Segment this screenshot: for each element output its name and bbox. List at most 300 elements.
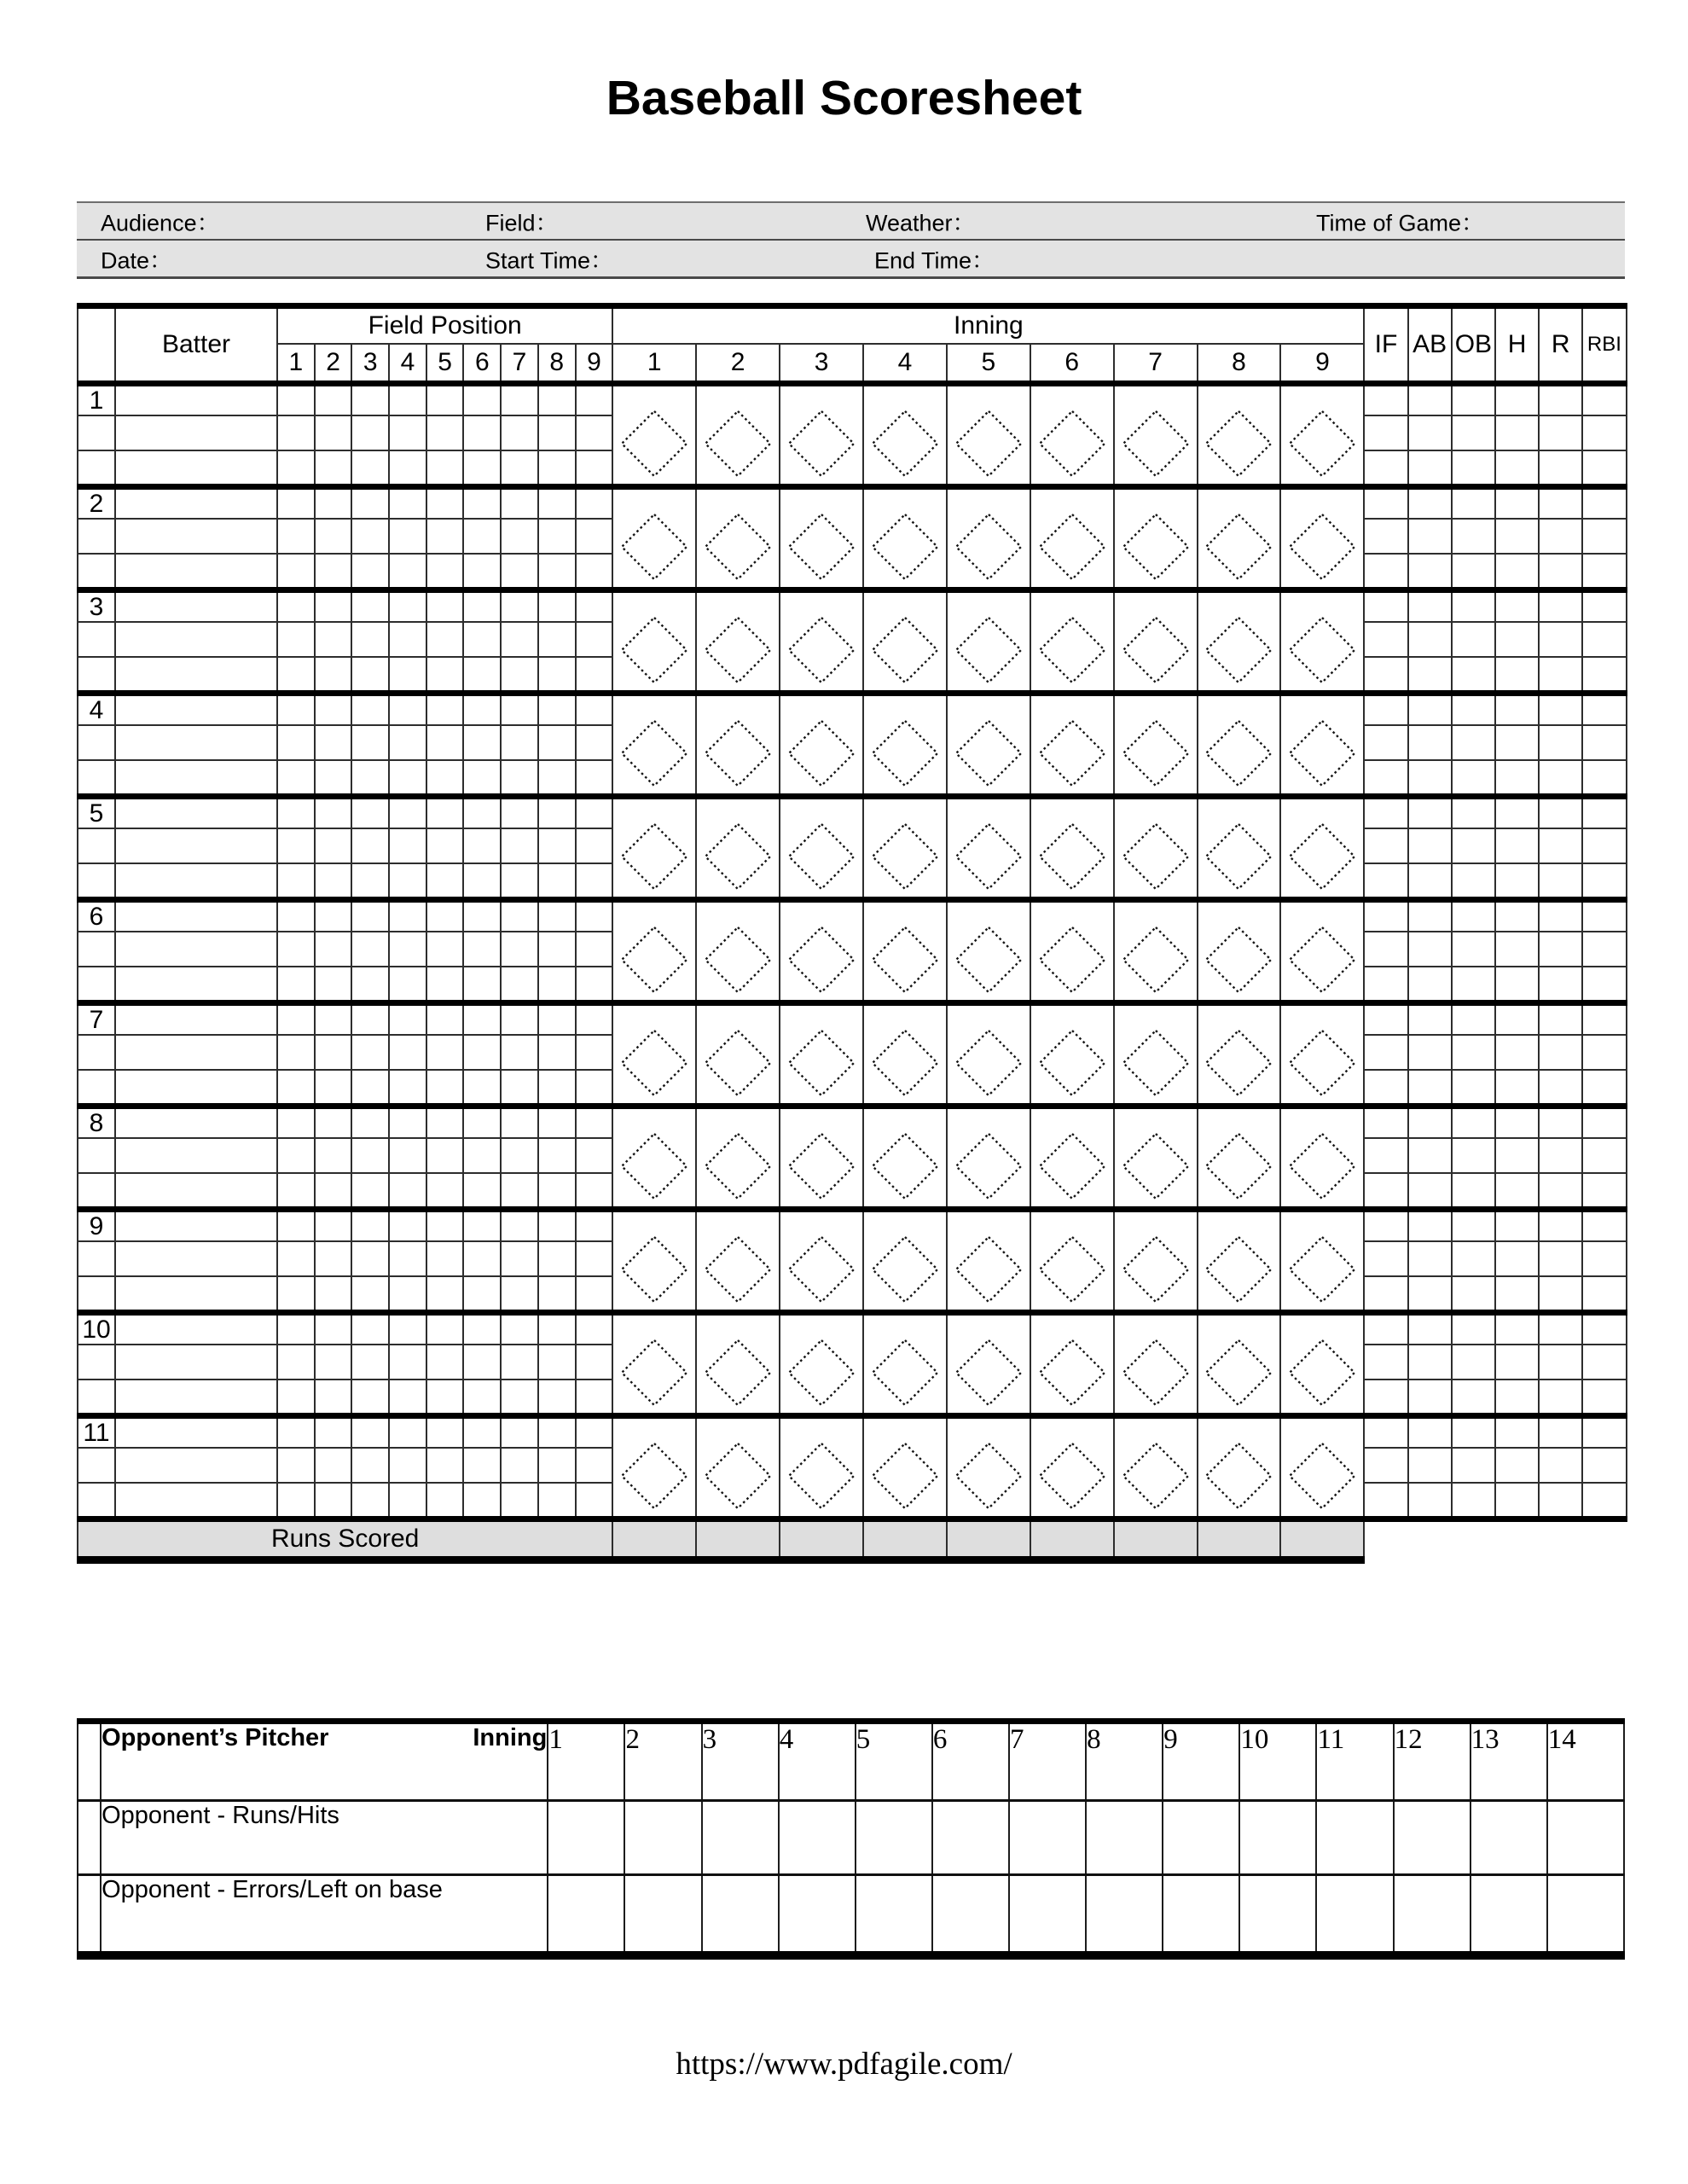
field-position-cell[interactable] <box>426 1070 464 1106</box>
field-position-cell[interactable] <box>501 1210 538 1241</box>
stat-cell[interactable] <box>1408 967 1452 1002</box>
field-position-cell[interactable] <box>315 1003 352 1035</box>
stat-cell[interactable] <box>1495 622 1539 657</box>
stat-cell[interactable] <box>1364 1107 1407 1138</box>
runs-scored-cell[interactable] <box>1280 1519 1364 1560</box>
field-position-cell[interactable] <box>501 760 538 796</box>
stat-cell[interactable] <box>1539 760 1582 796</box>
stat-cell[interactable] <box>1495 1345 1539 1380</box>
stat-cell[interactable] <box>1539 1416 1582 1448</box>
field-position-cell[interactable] <box>576 1035 613 1070</box>
field-position-cell[interactable] <box>277 967 315 1002</box>
field-position-cell[interactable] <box>538 900 576 932</box>
batter-subrow-cell[interactable] <box>115 932 277 967</box>
inning-cell[interactable] <box>696 797 780 900</box>
field-position-cell[interactable] <box>576 590 613 622</box>
stat-cell[interactable] <box>1539 622 1582 657</box>
batter-subrow-cell[interactable] <box>115 1483 277 1519</box>
stat-cell[interactable] <box>1408 1241 1452 1276</box>
field-position-cell[interactable] <box>501 1313 538 1345</box>
inning-cell[interactable] <box>947 384 1030 487</box>
field-position-cell[interactable] <box>315 828 352 863</box>
opponent-data-cell[interactable] <box>1009 1875 1086 1956</box>
field-position-cell[interactable] <box>463 725 501 760</box>
field-position-cell[interactable] <box>538 657 576 693</box>
stat-cell[interactable] <box>1364 1448 1407 1483</box>
field-position-cell[interactable] <box>463 932 501 967</box>
field-position-cell[interactable] <box>463 554 501 590</box>
field-position-cell[interactable] <box>277 590 315 622</box>
field-position-cell[interactable] <box>389 590 426 622</box>
field-position-cell[interactable] <box>501 900 538 932</box>
stat-cell[interactable] <box>1364 1380 1407 1415</box>
inning-cell[interactable] <box>1198 1210 1281 1313</box>
stat-cell[interactable] <box>1495 932 1539 967</box>
field-position-cell[interactable] <box>426 450 464 486</box>
stat-cell[interactable] <box>1364 1210 1407 1241</box>
inning-cell[interactable] <box>863 1003 947 1107</box>
field-position-cell[interactable] <box>576 760 613 796</box>
stat-cell[interactable] <box>1539 487 1582 519</box>
inning-cell[interactable] <box>863 1416 947 1519</box>
stat-cell[interactable] <box>1452 694 1495 725</box>
inning-cell[interactable] <box>1198 384 1281 487</box>
field-position-cell[interactable] <box>501 554 538 590</box>
field-position-cell[interactable] <box>315 725 352 760</box>
inning-cell[interactable] <box>863 1210 947 1313</box>
field-position-cell[interactable] <box>538 1070 576 1106</box>
field-position-cell[interactable] <box>463 1138 501 1173</box>
field-position-cell[interactable] <box>538 1241 576 1276</box>
inning-cell[interactable] <box>863 487 947 590</box>
field-position-cell[interactable] <box>463 590 501 622</box>
field-position-cell[interactable] <box>463 1173 501 1209</box>
stat-cell[interactable] <box>1452 1380 1495 1415</box>
inning-cell[interactable] <box>1280 797 1364 900</box>
opponent-pitcher-inning-cell[interactable] <box>702 1722 779 1801</box>
opponent-data-cell[interactable] <box>856 1801 932 1875</box>
batter-subrow-cell[interactable] <box>115 1070 277 1106</box>
field-position-cell[interactable] <box>463 657 501 693</box>
stat-cell[interactable] <box>1408 657 1452 693</box>
field-position-cell[interactable] <box>426 519 464 554</box>
field-position-cell[interactable] <box>277 1173 315 1209</box>
stat-cell[interactable] <box>1495 1003 1539 1035</box>
field-position-cell[interactable] <box>277 1070 315 1106</box>
field-position-cell[interactable] <box>315 1483 352 1519</box>
batter-subrow-cell[interactable] <box>115 967 277 1002</box>
inning-cell[interactable] <box>780 1313 863 1416</box>
field-position-cell[interactable] <box>389 415 426 450</box>
field-position-cell[interactable] <box>576 1313 613 1345</box>
field-position-cell[interactable] <box>538 1380 576 1415</box>
stat-cell[interactable] <box>1452 1241 1495 1276</box>
stat-cell[interactable] <box>1452 590 1495 622</box>
inning-cell[interactable] <box>612 487 696 590</box>
field-position-cell[interactable] <box>426 828 464 863</box>
stat-cell[interactable] <box>1452 967 1495 1002</box>
field-position-cell[interactable] <box>538 1276 576 1312</box>
batter-subrow-cell[interactable] <box>115 863 277 899</box>
field-position-cell[interactable] <box>501 1380 538 1415</box>
field-position-cell[interactable] <box>277 900 315 932</box>
inning-cell[interactable] <box>1114 1416 1198 1519</box>
opponent-data-cell[interactable] <box>779 1801 856 1875</box>
inning-cell[interactable] <box>1030 694 1114 797</box>
stat-cell[interactable] <box>1582 622 1626 657</box>
inning-cell[interactable] <box>780 487 863 590</box>
stat-cell[interactable] <box>1539 657 1582 693</box>
field-position-cell[interactable] <box>315 519 352 554</box>
inning-cell[interactable] <box>947 590 1030 694</box>
inning-cell[interactable] <box>1030 384 1114 487</box>
field-position-cell[interactable] <box>463 1483 501 1519</box>
runs-scored-cell[interactable] <box>947 1519 1030 1560</box>
opponent-data-cell[interactable] <box>624 1801 701 1875</box>
field-position-cell[interactable] <box>501 1070 538 1106</box>
field-position-cell[interactable] <box>426 967 464 1002</box>
field-position-cell[interactable] <box>463 797 501 828</box>
stat-cell[interactable] <box>1582 384 1626 415</box>
stat-cell[interactable] <box>1539 1035 1582 1070</box>
stat-cell[interactable] <box>1408 519 1452 554</box>
field-position-cell[interactable] <box>538 622 576 657</box>
field-position-cell[interactable] <box>277 1035 315 1070</box>
field-position-cell[interactable] <box>277 1313 315 1345</box>
stat-cell[interactable] <box>1452 1107 1495 1138</box>
opponent-pitcher-inning-cell[interactable] <box>1009 1722 1086 1801</box>
inning-cell[interactable] <box>1114 694 1198 797</box>
inning-cell[interactable] <box>1114 797 1198 900</box>
field-position-cell[interactable] <box>315 1241 352 1276</box>
stat-cell[interactable] <box>1539 797 1582 828</box>
batter-name-cell[interactable] <box>115 1210 277 1241</box>
field-position-cell[interactable] <box>463 1345 501 1380</box>
stat-cell[interactable] <box>1495 1070 1539 1106</box>
field-position-cell[interactable] <box>426 1003 464 1035</box>
inning-cell[interactable] <box>1030 1210 1114 1313</box>
stat-cell[interactable] <box>1452 1345 1495 1380</box>
field-position-cell[interactable] <box>277 657 315 693</box>
field-position-cell[interactable] <box>389 1276 426 1312</box>
field-position-cell[interactable] <box>389 1313 426 1345</box>
stat-cell[interactable] <box>1539 384 1582 415</box>
field-position-cell[interactable] <box>501 1035 538 1070</box>
stat-cell[interactable] <box>1452 1448 1495 1483</box>
field-position-cell[interactable] <box>426 1241 464 1276</box>
stat-cell[interactable] <box>1408 622 1452 657</box>
field-position-cell[interactable] <box>389 1241 426 1276</box>
field-position-cell[interactable] <box>351 900 389 932</box>
field-position-cell[interactable] <box>576 1107 613 1138</box>
field-position-cell[interactable] <box>277 554 315 590</box>
stat-cell[interactable] <box>1364 519 1407 554</box>
inning-cell[interactable] <box>947 900 1030 1003</box>
stat-cell[interactable] <box>1408 1448 1452 1483</box>
stat-cell[interactable] <box>1495 1241 1539 1276</box>
field-position-cell[interactable] <box>576 554 613 590</box>
field-position-cell[interactable] <box>501 725 538 760</box>
stat-cell[interactable] <box>1364 1483 1407 1519</box>
stat-cell[interactable] <box>1364 1035 1407 1070</box>
field-position-cell[interactable] <box>315 1107 352 1138</box>
runs-scored-cell[interactable] <box>696 1519 780 1560</box>
field-position-cell[interactable] <box>389 1416 426 1448</box>
inning-cell[interactable] <box>612 1210 696 1313</box>
inning-cell[interactable] <box>1114 1003 1198 1107</box>
field-position-cell[interactable] <box>463 694 501 725</box>
batter-subrow-cell[interactable] <box>115 1345 277 1380</box>
inning-cell[interactable] <box>863 590 947 694</box>
field-position-cell[interactable] <box>463 1003 501 1035</box>
field-position-cell[interactable] <box>315 1313 352 1345</box>
inning-cell[interactable] <box>1280 1107 1364 1210</box>
field-position-cell[interactable] <box>277 1483 315 1519</box>
stat-cell[interactable] <box>1539 1138 1582 1173</box>
field-position-cell[interactable] <box>538 1448 576 1483</box>
field-position-cell[interactable] <box>538 1173 576 1209</box>
field-position-cell[interactable] <box>463 1070 501 1106</box>
stat-cell[interactable] <box>1408 1313 1452 1345</box>
stat-cell[interactable] <box>1495 760 1539 796</box>
field-position-cell[interactable] <box>277 1276 315 1312</box>
inning-cell[interactable] <box>1114 590 1198 694</box>
field-position-cell[interactable] <box>426 1416 464 1448</box>
stat-cell[interactable] <box>1408 1380 1452 1415</box>
batter-subrow-cell[interactable] <box>115 1276 277 1312</box>
field-position-cell[interactable] <box>277 1107 315 1138</box>
inning-cell[interactable] <box>780 590 863 694</box>
inning-cell[interactable] <box>863 1107 947 1210</box>
stat-cell[interactable] <box>1408 384 1452 415</box>
field-position-cell[interactable] <box>351 415 389 450</box>
batter-subrow-cell[interactable] <box>115 1380 277 1415</box>
stat-cell[interactable] <box>1495 1416 1539 1448</box>
inning-cell[interactable] <box>612 694 696 797</box>
inning-cell[interactable] <box>1030 1313 1114 1416</box>
stat-cell[interactable] <box>1408 450 1452 486</box>
field-position-cell[interactable] <box>576 1070 613 1106</box>
field-position-cell[interactable] <box>351 487 389 519</box>
batter-name-cell[interactable] <box>115 1313 277 1345</box>
inning-cell[interactable] <box>947 1416 1030 1519</box>
field-position-cell[interactable] <box>315 415 352 450</box>
inning-cell[interactable] <box>1114 1313 1198 1416</box>
field-position-cell[interactable] <box>389 797 426 828</box>
field-position-cell[interactable] <box>315 797 352 828</box>
inning-cell[interactable] <box>1280 590 1364 694</box>
stat-cell[interactable] <box>1582 519 1626 554</box>
field-position-cell[interactable] <box>501 863 538 899</box>
field-position-cell[interactable] <box>463 622 501 657</box>
stat-cell[interactable] <box>1539 1107 1582 1138</box>
stat-cell[interactable] <box>1364 384 1407 415</box>
field-position-cell[interactable] <box>389 519 426 554</box>
opponent-data-cell[interactable] <box>1547 1875 1624 1956</box>
field-position-cell[interactable] <box>277 797 315 828</box>
stat-cell[interactable] <box>1495 590 1539 622</box>
stat-cell[interactable] <box>1408 554 1452 590</box>
stat-cell[interactable] <box>1539 1210 1582 1241</box>
field-position-cell[interactable] <box>426 1107 464 1138</box>
field-position-cell[interactable] <box>277 1003 315 1035</box>
opponent-pitcher-inning-cell[interactable] <box>1163 1722 1239 1801</box>
batter-subrow-cell[interactable] <box>115 1138 277 1173</box>
stat-cell[interactable] <box>1408 1107 1452 1138</box>
field-position-cell[interactable] <box>315 1210 352 1241</box>
stat-cell[interactable] <box>1452 1276 1495 1312</box>
batter-subrow-cell[interactable] <box>115 1448 277 1483</box>
stat-cell[interactable] <box>1495 1276 1539 1312</box>
field-position-cell[interactable] <box>277 415 315 450</box>
field-position-cell[interactable] <box>315 760 352 796</box>
stat-cell[interactable] <box>1364 1173 1407 1209</box>
field-position-cell[interactable] <box>277 1241 315 1276</box>
batter-name-cell[interactable] <box>115 1416 277 1448</box>
inning-cell[interactable] <box>1198 1003 1281 1107</box>
inning-cell[interactable] <box>1198 797 1281 900</box>
batter-name-cell[interactable] <box>115 1107 277 1138</box>
batter-subrow-cell[interactable] <box>115 554 277 590</box>
stat-cell[interactable] <box>1452 1138 1495 1173</box>
field-position-cell[interactable] <box>538 450 576 486</box>
inning-cell[interactable] <box>780 1003 863 1107</box>
field-position-cell[interactable] <box>389 1483 426 1519</box>
field-position-cell[interactable] <box>463 1380 501 1415</box>
stat-cell[interactable] <box>1495 415 1539 450</box>
stat-cell[interactable] <box>1364 760 1407 796</box>
field-position-cell[interactable] <box>277 725 315 760</box>
stat-cell[interactable] <box>1364 1276 1407 1312</box>
stat-cell[interactable] <box>1539 1241 1582 1276</box>
field-position-cell[interactable] <box>315 1070 352 1106</box>
inning-cell[interactable] <box>696 590 780 694</box>
inning-cell[interactable] <box>1198 1416 1281 1519</box>
field-position-cell[interactable] <box>315 1448 352 1483</box>
opponent-data-cell[interactable] <box>1086 1875 1163 1956</box>
field-position-cell[interactable] <box>426 1483 464 1519</box>
stat-cell[interactable] <box>1582 1138 1626 1173</box>
field-position-cell[interactable] <box>538 863 576 899</box>
batter-name-cell[interactable] <box>115 590 277 622</box>
field-position-cell[interactable] <box>315 384 352 415</box>
field-position-cell[interactable] <box>389 384 426 415</box>
stat-cell[interactable] <box>1408 1173 1452 1209</box>
stat-cell[interactable] <box>1364 900 1407 932</box>
stat-cell[interactable] <box>1495 694 1539 725</box>
inning-cell[interactable] <box>1198 487 1281 590</box>
opponent-data-cell[interactable] <box>1394 1801 1470 1875</box>
field-position-cell[interactable] <box>351 384 389 415</box>
stat-cell[interactable] <box>1408 1416 1452 1448</box>
stat-cell[interactable] <box>1408 1138 1452 1173</box>
inning-cell[interactable] <box>1198 1313 1281 1416</box>
field-position-cell[interactable] <box>351 519 389 554</box>
field-position-cell[interactable] <box>538 828 576 863</box>
stat-cell[interactable] <box>1495 863 1539 899</box>
stat-cell[interactable] <box>1364 1313 1407 1345</box>
stat-cell[interactable] <box>1582 1003 1626 1035</box>
inning-cell[interactable] <box>696 487 780 590</box>
runs-scored-cell[interactable] <box>1030 1519 1114 1560</box>
stat-cell[interactable] <box>1495 1138 1539 1173</box>
field-position-cell[interactable] <box>315 554 352 590</box>
field-position-cell[interactable] <box>538 1210 576 1241</box>
inning-cell[interactable] <box>1030 1107 1114 1210</box>
field-position-cell[interactable] <box>389 1138 426 1173</box>
opponent-data-cell[interactable] <box>1470 1875 1547 1956</box>
opponent-pitcher-inning-cell[interactable] <box>1470 1722 1547 1801</box>
field-position-cell[interactable] <box>501 450 538 486</box>
batter-subrow-cell[interactable] <box>115 622 277 657</box>
field-position-cell[interactable] <box>351 760 389 796</box>
inning-cell[interactable] <box>1280 1313 1364 1416</box>
field-position-cell[interactable] <box>463 900 501 932</box>
inning-cell[interactable] <box>863 797 947 900</box>
stat-cell[interactable] <box>1582 1313 1626 1345</box>
field-position-cell[interactable] <box>426 1380 464 1415</box>
batter-subrow-cell[interactable] <box>115 415 277 450</box>
field-position-cell[interactable] <box>576 1210 613 1241</box>
stat-cell[interactable] <box>1364 415 1407 450</box>
field-position-cell[interactable] <box>315 1416 352 1448</box>
batter-name-cell[interactable] <box>115 1003 277 1035</box>
stat-cell[interactable] <box>1582 1416 1626 1448</box>
inning-cell[interactable] <box>947 1313 1030 1416</box>
stat-cell[interactable] <box>1582 1448 1626 1483</box>
inning-cell[interactable] <box>1280 1210 1364 1313</box>
stat-cell[interactable] <box>1539 900 1582 932</box>
inning-cell[interactable] <box>1114 1210 1198 1313</box>
field-position-cell[interactable] <box>351 1107 389 1138</box>
inning-cell[interactable] <box>1280 900 1364 1003</box>
opponent-pitcher-inning-cell[interactable] <box>779 1722 856 1801</box>
inning-cell[interactable] <box>780 384 863 487</box>
field-position-cell[interactable] <box>426 1276 464 1312</box>
field-position-cell[interactable] <box>426 863 464 899</box>
inning-cell[interactable] <box>947 1107 1030 1210</box>
field-position-cell[interactable] <box>351 1138 389 1173</box>
stat-cell[interactable] <box>1452 384 1495 415</box>
opponent-pitcher-inning-cell[interactable] <box>624 1722 701 1801</box>
field-position-cell[interactable] <box>463 1107 501 1138</box>
stat-cell[interactable] <box>1408 1276 1452 1312</box>
stat-cell[interactable] <box>1452 1003 1495 1035</box>
stat-cell[interactable] <box>1582 590 1626 622</box>
field-position-cell[interactable] <box>351 554 389 590</box>
field-position-cell[interactable] <box>501 967 538 1002</box>
batter-subrow-cell[interactable] <box>115 760 277 796</box>
stat-cell[interactable] <box>1539 1483 1582 1519</box>
field-position-cell[interactable] <box>389 1035 426 1070</box>
stat-cell[interactable] <box>1495 1035 1539 1070</box>
field-position-cell[interactable] <box>351 1070 389 1106</box>
inning-cell[interactable] <box>947 797 1030 900</box>
field-position-cell[interactable] <box>389 622 426 657</box>
field-position-cell[interactable] <box>576 828 613 863</box>
field-position-cell[interactable] <box>389 863 426 899</box>
inning-cell[interactable] <box>612 1416 696 1519</box>
field-position-cell[interactable] <box>576 1380 613 1415</box>
field-position-cell[interactable] <box>426 622 464 657</box>
stat-cell[interactable] <box>1452 450 1495 486</box>
stat-cell[interactable] <box>1582 900 1626 932</box>
stat-cell[interactable] <box>1539 1448 1582 1483</box>
field-position-cell[interactable] <box>576 725 613 760</box>
stat-cell[interactable] <box>1364 797 1407 828</box>
stat-cell[interactable] <box>1452 657 1495 693</box>
stat-cell[interactable] <box>1408 932 1452 967</box>
